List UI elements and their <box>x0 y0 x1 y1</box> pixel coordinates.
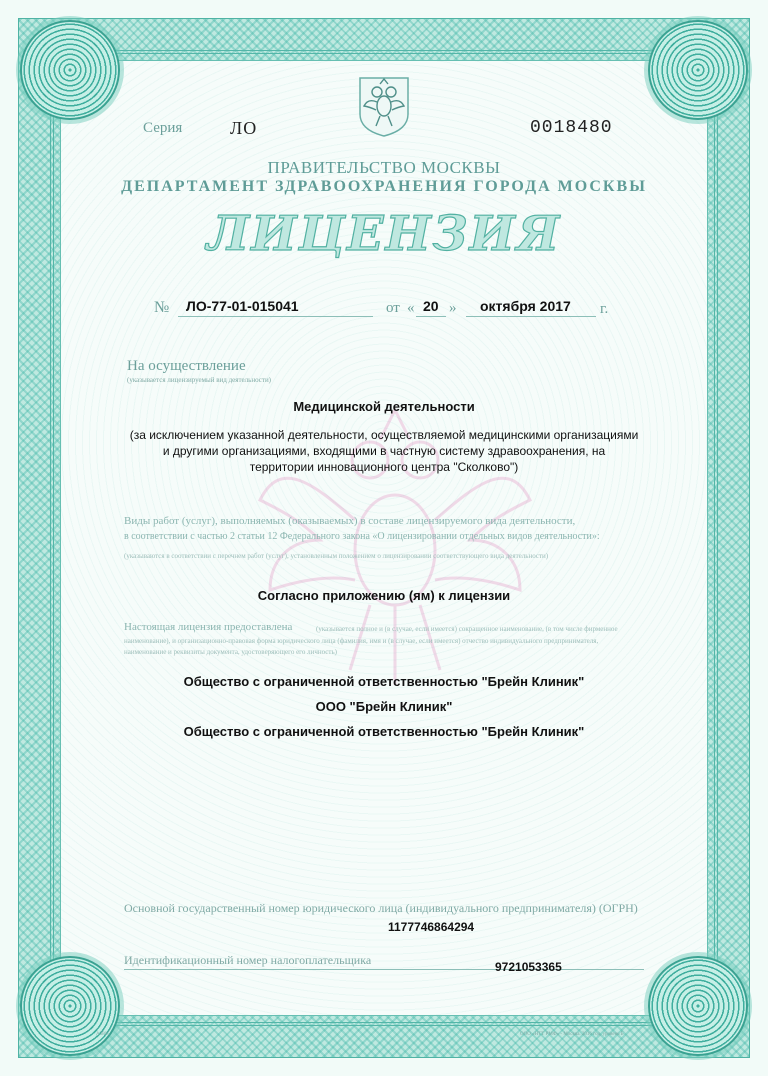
works-description <box>124 514 654 544</box>
inn-underline <box>124 969 644 970</box>
printer-info: ООО «НТТ РМФ» - Москва. 2016 год, уровень Б <box>520 1032 624 1037</box>
holder-hint-more <box>124 636 654 658</box>
holder-full-name: Общество с ограниченной ответственностью "Брейн Клиник" <box>183 674 585 689</box>
series-label: Серия <box>143 120 183 136</box>
corner-rosette-icon <box>20 956 120 1056</box>
serial-number: 0018480 <box>530 118 613 138</box>
works-line: Виды работ (услуг), выполняемых (оказываемых) в составе лицензируемого вида деятельности, <box>124 515 576 527</box>
corner-rosette-icon <box>648 20 748 120</box>
license-number-label: № <box>154 299 170 316</box>
holder-intro: Настоящая лицензия предоставлена <box>124 621 293 633</box>
ogrn-label: Основной государственный номер юридического лица (индивидуального предпринимателя) (ОГРН) <box>124 901 638 915</box>
holder-hint-line: наименование), и организационно-правовая форма юридического лица (фамилия, имя и (в случае, если имеется) отчество индивидуального предпринимателя, <box>124 637 599 645</box>
day-underline <box>416 316 446 317</box>
coat-of-arms-icon <box>352 74 416 138</box>
date-quote-close: » <box>449 300 457 316</box>
corner-rosette-icon <box>648 956 748 1056</box>
activity-name: Медицинской деятельности <box>293 399 475 414</box>
series-value: ЛО <box>230 118 258 138</box>
department-name: ДЕПАРТАМЕНТ ЗДРАВООХРАНЕНИЯ ГОРОДА МОСКВЫ <box>121 178 647 195</box>
exclusion-line: территории инновационного центра "Сколково") <box>249 460 519 474</box>
number-underline <box>178 316 373 317</box>
document-title: ЛИЦЕНЗИЯ <box>206 206 562 262</box>
corner-rosette-icon <box>20 20 120 120</box>
works-hint: (указываются в соответствии с перечнем работ (услуг), установленным положением о лицензировании соответствующего вида деятельности) <box>124 552 549 560</box>
works-value: Согласно приложению (ям) к лицензии <box>257 588 511 603</box>
holder-hint-line: наименование и реквизиты документа, удостоверяющего его личность) <box>124 648 337 656</box>
exclusion-line: и другими организациями, входящими в частную систему здравоохранения, на <box>162 444 606 458</box>
license-month-year: октября 2017 <box>480 298 571 314</box>
works-line: в соответствии с частью 2 статьи 12 Федерального закона «О лицензировании отдельных видов деятельности»: <box>124 531 600 542</box>
inn-value: 9721053365 <box>495 960 562 974</box>
ogrn-value: 1177746864294 <box>388 920 475 934</box>
month-underline <box>466 316 596 317</box>
exclusion-line: (за исключением указанной деятельности, осуществляемой медицинскими организациями <box>129 428 639 442</box>
government-name: ПРАВИТЕЛЬСТВО МОСКВЫ <box>267 158 501 177</box>
purpose-hint: (указывается лицензируемый вид деятельности) <box>127 376 272 384</box>
year-suffix: г. <box>600 301 609 317</box>
purpose-label: На осуществление <box>127 358 246 374</box>
holder-brand-name: Общество с ограниченной ответственностью "Брейн Клиник" <box>183 724 585 739</box>
activity-exclusion <box>95 427 673 475</box>
holder-hint <box>316 624 656 635</box>
inn-label: Идентификационный номер налогоплательщика <box>124 953 372 967</box>
date-from-label: от <box>386 300 400 316</box>
license-number: ЛО-77-01-015041 <box>186 298 299 314</box>
holder-short-name: ООО "Брейн Клиник" <box>315 699 453 714</box>
date-quote-open: « <box>407 300 415 316</box>
license-day: 20 <box>423 298 439 314</box>
holder-hint-line: (указывается полное и (в случае, если имеется) сокращенное наименование, (в том числе фирменное <box>316 625 618 633</box>
print-code: А3805 <box>96 1032 110 1037</box>
